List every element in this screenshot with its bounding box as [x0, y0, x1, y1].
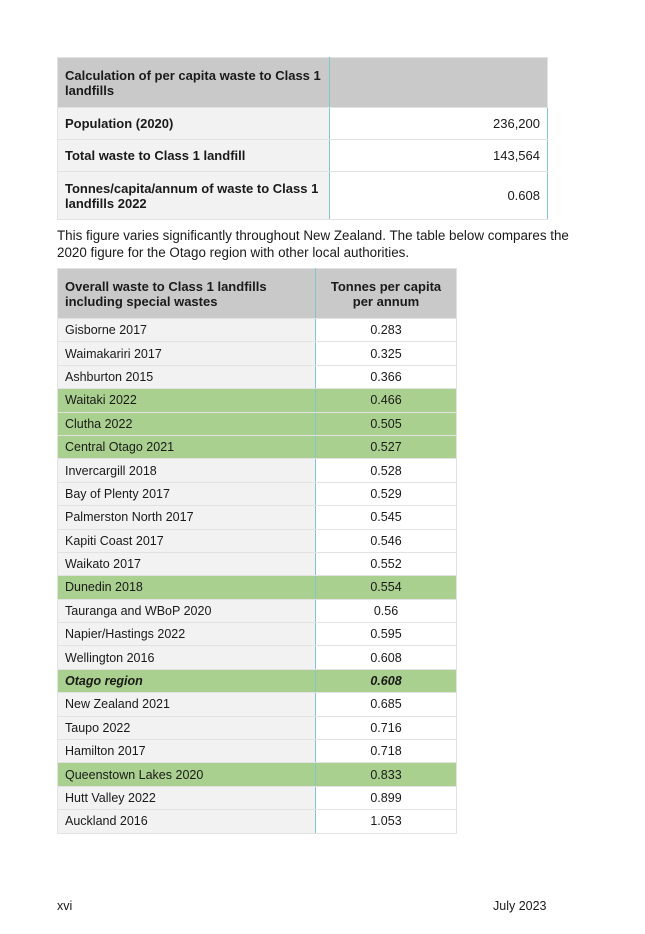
row-label: Palmerston North 2017: [58, 506, 316, 529]
row-value: 1.053: [316, 810, 457, 833]
table-header-cell: Calculation of per capita waste to Class 1 landfills: [58, 58, 330, 108]
table-row: [58, 786, 457, 809]
row-value: 0.528: [316, 459, 457, 482]
table-row-otago-region: [58, 669, 457, 692]
table-row-highlighted: [58, 412, 457, 435]
row-value: 0.529: [316, 482, 457, 505]
table-row: [58, 646, 457, 669]
row-value: 0.546: [316, 529, 457, 552]
body-paragraph: This figure varies significantly throughout New Zealand. The table below compares the 2020 figure for the Otago region with other local authorities.: [57, 228, 569, 260]
row-label: Otago region: [58, 669, 316, 692]
row-label: Hutt Valley 2022: [58, 786, 316, 809]
column-header-authority: Overall waste to Class 1 landfills including special wastes: [58, 269, 316, 319]
row-label: Kapiti Coast 2017: [58, 529, 316, 552]
row-label: Tauranga and WBoP 2020: [58, 599, 316, 622]
row-label: Central Otago 2021: [58, 435, 316, 458]
row-label: Bay of Plenty 2017: [58, 482, 316, 505]
row-value: 0.608: [316, 669, 457, 692]
row-label: Ashburton 2015: [58, 365, 316, 388]
table-row: [58, 172, 548, 220]
row-label: Napier/Hastings 2022: [58, 623, 316, 646]
row-label: Auckland 2016: [58, 810, 316, 833]
row-label: Invercargill 2018: [58, 459, 316, 482]
row-value: 0.595: [316, 623, 457, 646]
table-row: [58, 319, 457, 342]
row-label: Clutha 2022: [58, 412, 316, 435]
table-row: [58, 599, 457, 622]
table-row: [58, 459, 457, 482]
row-label: Waikato 2017: [58, 552, 316, 575]
row-value: 0.833: [316, 763, 457, 786]
row-label: Queenstown Lakes 2020: [58, 763, 316, 786]
per-capita-calculation-table: [57, 57, 548, 220]
row-label: Taupo 2022: [58, 716, 316, 739]
row-value: 0.283: [316, 319, 457, 342]
row-value: 0.608: [316, 646, 457, 669]
table-row: [58, 342, 457, 365]
row-value: 236,200: [330, 108, 548, 140]
row-label: Waimakariri 2017: [58, 342, 316, 365]
table-row: [58, 506, 457, 529]
table-row: [58, 529, 457, 552]
table-row: [58, 482, 457, 505]
row-label: Gisborne 2017: [58, 319, 316, 342]
row-label: Waitaki 2022: [58, 389, 316, 412]
table-row: [58, 140, 548, 172]
table-header-empty-cell: [330, 58, 548, 108]
row-label: New Zealand 2021: [58, 693, 316, 716]
table-row: [58, 552, 457, 575]
table-row: [58, 810, 457, 833]
row-label: Total waste to Class 1 landfill: [58, 140, 330, 172]
table-row: [58, 716, 457, 739]
row-label: Population (2020): [58, 108, 330, 140]
row-value: 0.56: [316, 599, 457, 622]
table-row: [58, 623, 457, 646]
row-value: 0.527: [316, 435, 457, 458]
table-header-row: [58, 269, 457, 319]
row-label: Hamilton 2017: [58, 740, 316, 763]
row-value: 0.366: [316, 365, 457, 388]
row-value: 0.718: [316, 740, 457, 763]
page-number: xvi: [57, 899, 73, 913]
row-value: 0.552: [316, 552, 457, 575]
table-row-highlighted: [58, 389, 457, 412]
table-row: [58, 365, 457, 388]
row-value: 0.545: [316, 506, 457, 529]
table-row: [58, 740, 457, 763]
row-value: 0.685: [316, 693, 457, 716]
row-value: 0.608: [330, 172, 548, 220]
row-label: Dunedin 2018: [58, 576, 316, 599]
table-row: [58, 693, 457, 716]
column-header-tonnes: Tonnes per capita per annum: [316, 269, 457, 319]
footer-date: July 2023: [493, 899, 547, 913]
row-value: 0.554: [316, 576, 457, 599]
row-label: Wellington 2016: [58, 646, 316, 669]
row-value: 0.505: [316, 412, 457, 435]
table-row-highlighted: [58, 435, 457, 458]
comparison-table: [57, 268, 457, 834]
table-header-row: [58, 58, 548, 108]
row-value: 0.899: [316, 786, 457, 809]
table-row: [58, 108, 548, 140]
table-row-highlighted: [58, 576, 457, 599]
row-value: 0.466: [316, 389, 457, 412]
table-row-highlighted: [58, 763, 457, 786]
row-value: 143,564: [330, 140, 548, 172]
row-value: 0.716: [316, 716, 457, 739]
row-value: 0.325: [316, 342, 457, 365]
row-label: Tonnes/capita/annum of waste to Class 1 landfills 2022: [58, 172, 330, 220]
